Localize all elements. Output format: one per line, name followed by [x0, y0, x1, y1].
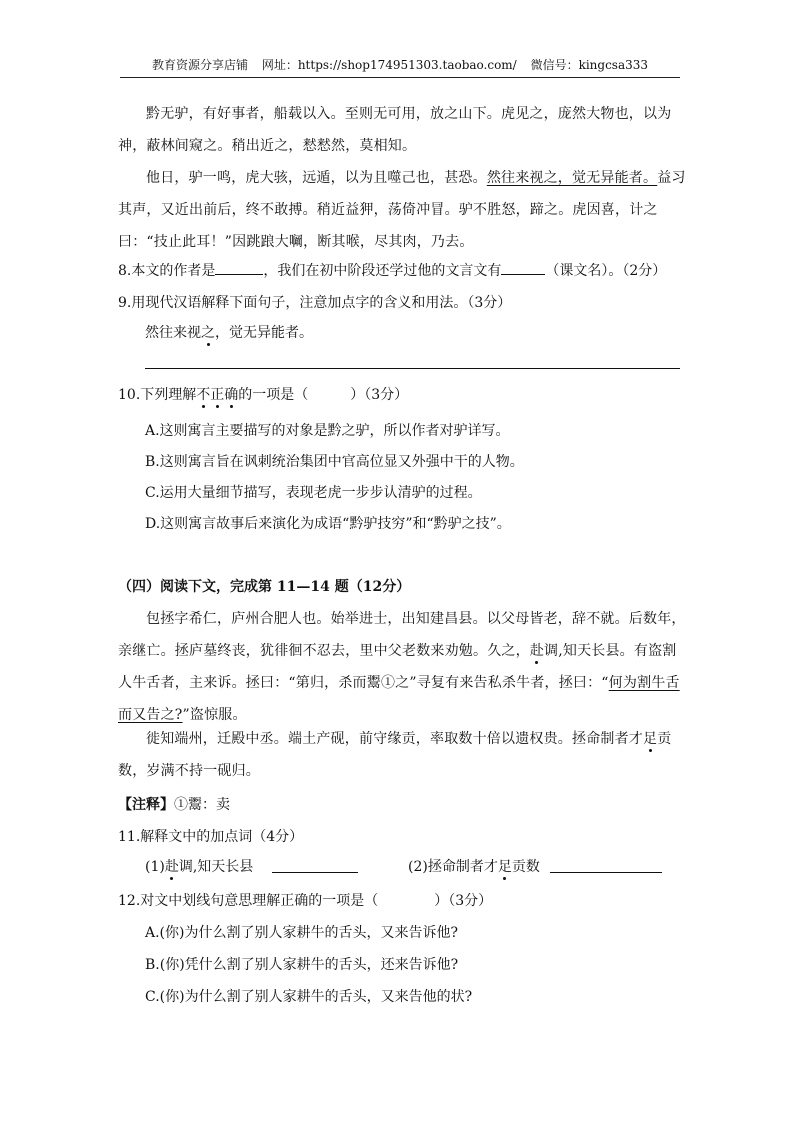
- question-9: 9.用现代汉语解释下面句子，注意加点字的含义和用法。（3分）: [118, 295, 512, 311]
- q10-option-a: A.这则寓言主要描写的对象是黔之驴，所以作者对驴详写。: [145, 423, 510, 439]
- q11-item-2: (2)拯命制者才足贡数: [408, 859, 540, 875]
- answer-blank-author[interactable]: [215, 260, 263, 275]
- q10-option-c: C.运用大量细节描写，表现老虎一步步认清驴的过程。: [145, 485, 482, 501]
- section-4-title: （四）阅读下文，完成第 11—14 题（12分）: [118, 579, 411, 595]
- passage2-paragraph2: 徙知端州，迁殿中丞。端土产砚，前守缘贡，率取数十倍以遗权贵。拯命制者才足贡数，岁满不持一砚归。: [118, 731, 672, 779]
- answer-blank-q11-1[interactable]: [272, 858, 358, 873]
- shop-name: 教育资源分享店铺: [151, 58, 248, 72]
- q12-option-a: A.(你)为什么割了别人家耕牛的舌头，又来告诉他?: [145, 925, 458, 941]
- question-8: 8.本文的作者是 ，我们在初中阶段还学过他的文言文有 （课文名）。（2分）: [118, 260, 666, 280]
- question-9-sentence: 然往来视之，觉无异能者。: [145, 325, 313, 341]
- shop-url[interactable]: https://shop174951303.taobao.com/: [297, 58, 517, 72]
- wechat-id: 微信号：kingcsa333: [530, 58, 649, 72]
- url-label: 网址：https://shop174951303.taobao.com/: [261, 58, 517, 72]
- dotted-char: 之: [201, 325, 215, 341]
- q12-option-b: B.(你)凭什么割了别人家耕牛的舌头，还来告诉他?: [145, 957, 459, 973]
- passage2-paragraph1: 包拯字希仁，庐州合肥人也。始举进士，出知建昌县。以父母皆老，辞不就。后数年，亲继亡。拯庐墓终丧，犹徘徊不忍去，里中父老数来劝勉。久之，赴调,知天长县。有盗割人牛舌者，主来诉。拯曰：“第归，杀而鬻①之”寻复有来告私杀牛者，拯曰：“何为割牛舌而又告之?”盗惊服。: [118, 611, 686, 723]
- q10-option-d: D.这则寓言故事后来演化为成语“黔驴技穷”和“黔驴之技”。: [145, 516, 511, 532]
- q12-option-c: C.(你)为什么割了别人家耕牛的舌头，又来告他的状?: [145, 989, 473, 1005]
- passage1-paragraph1: 黔无驴，有好事者，船载以入。至则无可用，放之山下。虎见之，庞然大物也，以为神，蔽林间窥之。稍出近之，慭慭然，莫相知。: [118, 106, 672, 154]
- q11-item-1: (1)赴调,知天长县: [145, 859, 254, 875]
- page-header: [120, 56, 680, 78]
- annotation-note: 【注释】①鬻：卖: [118, 797, 230, 813]
- underlined-sentence: 然往来视之，觉无异能者。: [486, 170, 658, 186]
- question-11: 11.解释文中的加点词（4分）: [118, 829, 304, 845]
- question-10: 10.下列理解不正确的一项是（ ）（3分）: [118, 387, 409, 403]
- answer-blank-title[interactable]: [501, 260, 545, 275]
- answer-blank-q11-2[interactable]: [550, 858, 662, 873]
- q10-option-b: B.这则寓言旨在讽刺统治集团中官高位显又外强中干的人物。: [145, 454, 524, 470]
- question-12: 12.对文中划线句意思理解正确的一项是（ ）（3分）: [118, 893, 493, 909]
- passage1-paragraph2: 他日，驴一鸣，虎大骇，远遁，以为且噬己也，甚恐。然往来视之，觉无异能者。益习其声，又近出前后，终不敢搏。稍近益狎，荡倚冲冒。驴不胜怒，蹄之。虎因喜，计之曰：“技止此耳！”因跳踉大㘎，断其喉，尽其肉，乃去。: [118, 170, 686, 250]
- answer-line-q9[interactable]: [145, 368, 680, 369]
- underlined-question-sentence: 何为割牛舌而又告之?: [118, 675, 680, 723]
